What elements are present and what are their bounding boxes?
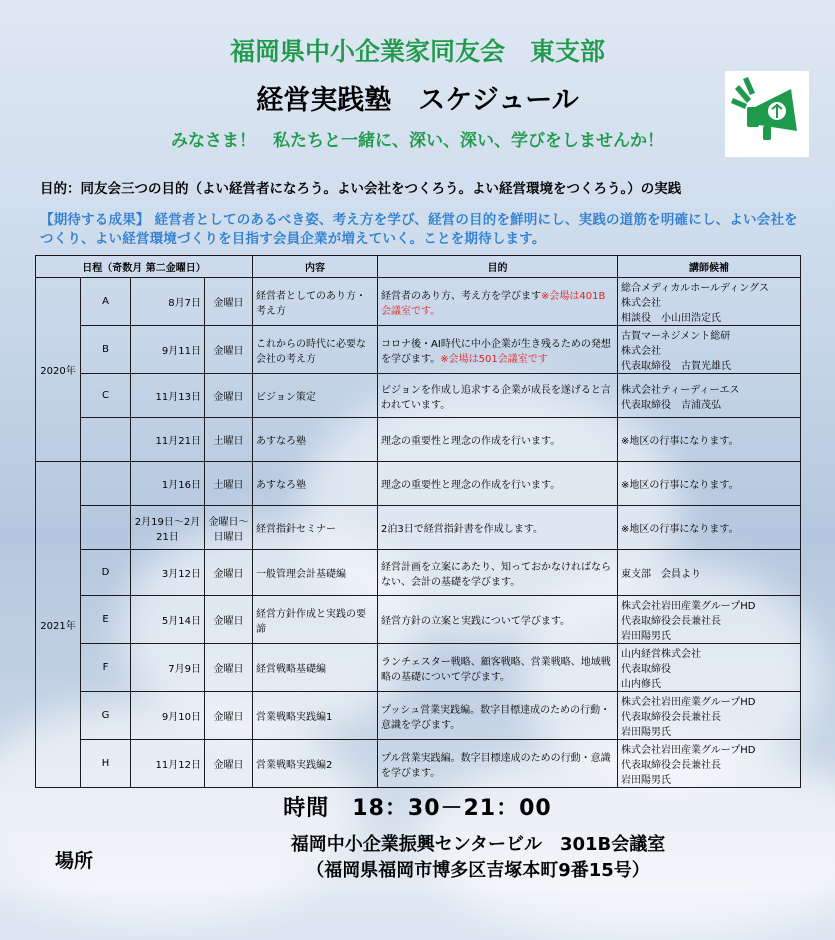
purpose-text: 目的：同友会三つの目的（よい経営者になろう。よい会社をつくろう。よい経営環境をつくろう。）の実践	[40, 181, 682, 197]
time-text: 時間 18：30－21：00	[283, 796, 552, 821]
session-weekday: 金曜日	[205, 278, 253, 326]
session-objective	[378, 550, 618, 596]
session-weekday: 金曜日	[205, 326, 253, 374]
session-weekday: 金曜日	[205, 550, 253, 596]
session-weekday: 金曜日～日曜日	[205, 506, 253, 550]
session-objective	[378, 596, 618, 644]
session-date: 9月10日	[131, 692, 205, 740]
session-date: 11月13日	[131, 374, 205, 418]
session-lecturer	[618, 418, 801, 462]
venue-name: 福岡中小企業振興センタービル 301B会議室	[290, 834, 666, 855]
year-cell: 2020年	[36, 278, 81, 462]
table-row	[36, 326, 801, 374]
session-date: 11月21日	[131, 418, 205, 462]
lecturer-line: 代表取締役会長兼社長	[621, 760, 722, 771]
table-row	[36, 550, 801, 596]
lecturer-line: 代表取締役会長兼社長	[621, 616, 722, 627]
table-row	[36, 692, 801, 740]
session-content: あすなろ塾	[253, 418, 378, 462]
lecturer-line: 山内経営株式会社	[621, 649, 702, 660]
table-row	[36, 596, 801, 644]
objective-text: プル営業実践編。数字目標達成のための行動・意識を学びます。	[381, 752, 611, 779]
session-weekday: 金曜日	[205, 374, 253, 418]
objective-text: プッシュ営業実践編。数字目標達成のための行動・意識を学びます。	[381, 704, 611, 731]
session-content: 営業戦略実践編1	[253, 692, 378, 740]
lecturer-line: ※地区の行事になります。	[621, 480, 739, 491]
session-content: ビジョン策定	[253, 374, 378, 418]
session-objective	[378, 278, 618, 326]
session-weekday: 土曜日	[205, 462, 253, 506]
header-content: 内容	[253, 256, 378, 278]
objective-text: 経営計画を立案にあたり、知っておかなければならない、会計の基礎を学びます。	[381, 561, 612, 588]
header-lecturer: 講師候補	[618, 256, 801, 278]
lecturer-line: 岩田陽男氏	[621, 775, 672, 786]
session-date: 2月19日～2月21日	[131, 506, 205, 550]
session-date: 3月12日	[131, 550, 205, 596]
session-weekday: 金曜日	[205, 740, 253, 788]
objective-text: ランチェスター戦略、顧客戦略、営業戦略、地域戦略の基礎について学びます。	[381, 656, 611, 683]
lecturer-line: 株式会社	[621, 346, 662, 357]
lecturer-line: 山内修氏	[621, 679, 662, 690]
session-letter: G	[81, 692, 131, 740]
session-objective	[378, 740, 618, 788]
table-row	[36, 506, 801, 550]
session-letter: B	[81, 326, 131, 374]
header-schedule: 日程（奇数月 第二金曜日）	[36, 256, 253, 278]
year-cell: 2021年	[36, 462, 81, 788]
objective-text: コロナ後・AI時代に中小企業が生き残るための発想を学びます。	[381, 338, 611, 365]
session-content: 一般管理会計基礎編	[253, 550, 378, 596]
expectation-text: 【期待する成果】 経営者としてのあるべき姿、考え方を学び、経営の目的を鮮明にし、実践の道筋を明確にし、よい会社をつくり、よい経営環境づくりを目指す会員企業が増えていく。ことを期待します。	[40, 212, 798, 247]
lecturer-line: ※地区の行事になります。	[621, 436, 739, 447]
session-date: 11月12日	[131, 740, 205, 788]
table-row	[36, 418, 801, 462]
lecturer-line: 代表取締役 吉浦茂弘	[621, 399, 722, 411]
lecturer-line: 代表取締役会長兼社長	[621, 712, 722, 723]
session-lecturer	[618, 692, 801, 740]
objective-text: ビジョンを作成し追求する企業が成長を遂げると言われています。	[381, 384, 611, 411]
objective-text: 理念の重要性と理念の作成を行います。	[381, 436, 561, 447]
session-weekday: 金曜日	[205, 596, 253, 644]
objective-text: 経営者のあり方、考え方を学びます	[381, 290, 542, 302]
objective-text: 理念の重要性と理念の作成を行います。	[381, 480, 561, 491]
session-lecturer	[618, 596, 801, 644]
objective-text: 2泊3日で経営指針書を作成します。	[381, 524, 543, 535]
session-weekday: 金曜日	[205, 692, 253, 740]
session-letter	[81, 462, 131, 506]
table-header-row	[36, 256, 801, 278]
session-date: 9月11日	[131, 326, 205, 374]
session-date: 7月9日	[131, 644, 205, 692]
session-content: 営業戦略実践編2	[253, 740, 378, 788]
tagline: みなさま！ 私たちと一緒に、深い、深い、学びをしませんか！	[171, 131, 664, 151]
lecturer-line: 株式会社岩田産業グループHD	[621, 697, 756, 708]
lecturer-line: 代表取締役 古賀光雄氏	[621, 361, 732, 372]
main-title: 経営実践塾 スケジュール	[256, 85, 579, 116]
session-content: あすなろ塾	[253, 462, 378, 506]
session-lecturer	[618, 326, 801, 374]
lecturer-line: 株式会社	[621, 298, 662, 309]
session-letter	[81, 506, 131, 550]
session-letter: E	[81, 596, 131, 644]
session-content: 経営戦略基礎編	[253, 644, 378, 692]
session-lecturer	[618, 462, 801, 506]
objective-text: 経営方針の立案と実践について学びます。	[381, 616, 571, 627]
venue-note: ※会場は501会議室です	[440, 353, 548, 365]
session-objective	[378, 462, 618, 506]
session-objective	[378, 692, 618, 740]
lecturer-line: 相談役 小山田浩定氏	[621, 313, 722, 324]
session-weekday: 土曜日	[205, 418, 253, 462]
session-objective	[378, 418, 618, 462]
venue-note: ※会場は401B会議室です。	[381, 290, 606, 317]
session-objective	[378, 326, 618, 374]
session-content: 経営方針作成と実践の要諦	[253, 596, 378, 644]
lecturer-line: 東支部 会員より	[621, 569, 702, 580]
session-date: 8月7日	[131, 278, 205, 326]
table-row	[36, 278, 801, 326]
session-date: 5月14日	[131, 596, 205, 644]
session-lecturer	[618, 740, 801, 788]
session-objective	[378, 374, 618, 418]
session-content: 経営者としてのあり方・考え方	[253, 278, 378, 326]
session-letter: D	[81, 550, 131, 596]
lecturer-line: 代表取締役	[621, 664, 672, 675]
table-row	[36, 644, 801, 692]
session-letter: C	[81, 374, 131, 418]
session-objective	[378, 644, 618, 692]
venue-label: 場所	[55, 850, 94, 872]
session-lecturer	[618, 506, 801, 550]
table-row	[36, 374, 801, 418]
lecturer-line: 岩田陽男氏	[621, 631, 672, 642]
lecturer-line: 総合メディカルホールディングス	[621, 283, 769, 294]
session-weekday: 金曜日	[205, 644, 253, 692]
venue-address: （福岡県福岡市博多区吉塚本町9番15号）	[306, 860, 650, 881]
table-row	[36, 740, 801, 788]
session-content: これからの時代に必要な会社の考え方	[253, 326, 378, 374]
table-row	[36, 462, 801, 506]
session-objective	[378, 506, 618, 550]
lecturer-line: ※地区の行事になります。	[621, 524, 739, 535]
org-title: 福岡県中小企業家同友会 東支部	[229, 37, 605, 66]
lecturer-line: 岩田陽男氏	[621, 727, 672, 738]
session-letter: A	[81, 278, 131, 326]
session-content: 経営指針セミナー	[253, 506, 378, 550]
session-letter: F	[81, 644, 131, 692]
lecturer-line: 株式会社岩田産業グループHD	[621, 745, 756, 756]
session-lecturer	[618, 644, 801, 692]
session-lecturer	[618, 550, 801, 596]
lecturer-line: 古賀マーネジメント総研	[621, 331, 731, 342]
session-letter	[81, 418, 131, 462]
schedule-table	[35, 255, 801, 788]
session-date: 1月16日	[131, 462, 205, 506]
session-lecturer	[618, 278, 801, 326]
session-letter: H	[81, 740, 131, 788]
lecturer-line: 株式会社岩田産業グループHD	[621, 601, 756, 612]
megaphone-icon	[725, 71, 809, 157]
session-lecturer	[618, 374, 801, 418]
header-objective: 目的	[378, 256, 618, 278]
lecturer-line: 株式会社ティーディーエス	[621, 384, 740, 396]
